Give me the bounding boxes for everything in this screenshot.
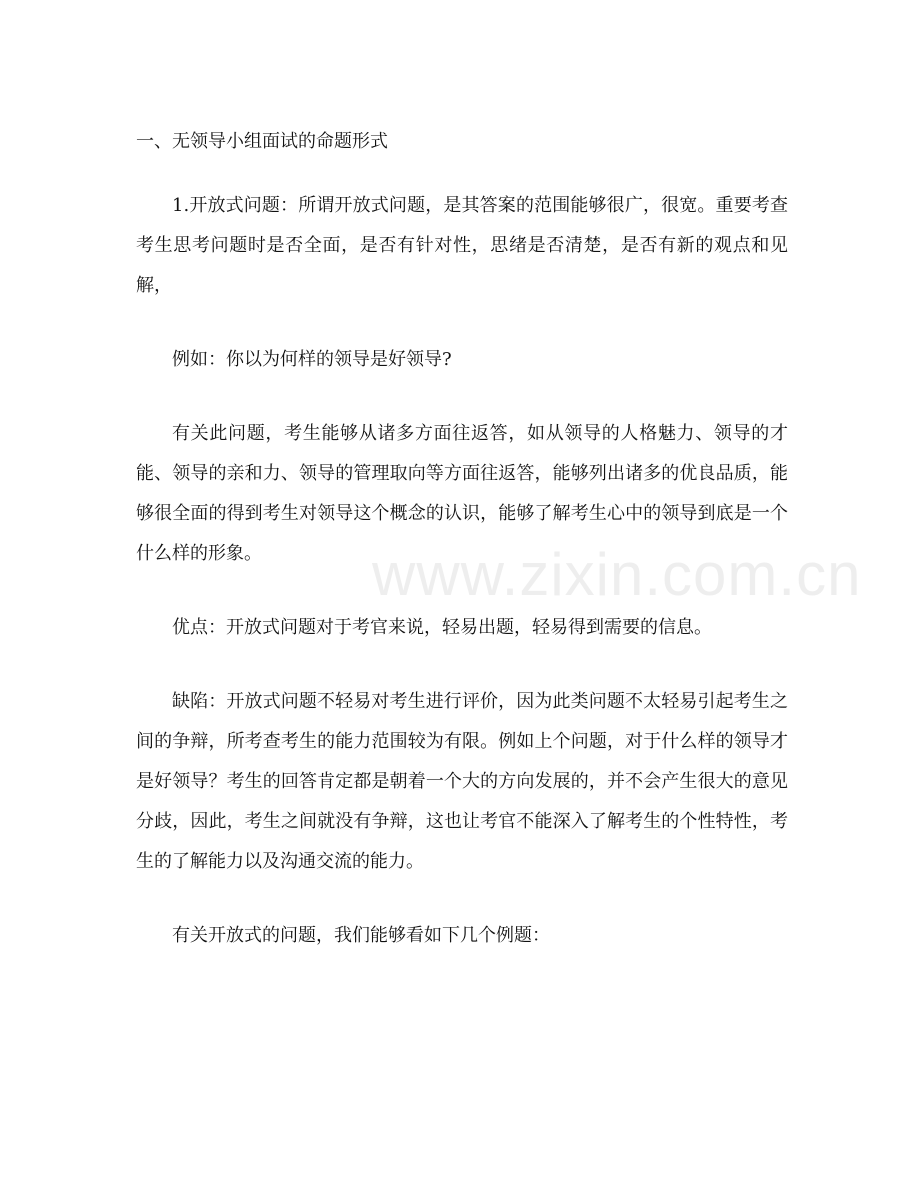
paragraph-advantages: 优点：开放式问题对于考官来说，轻易出题，轻易得到需要的信息。 — [172, 617, 712, 638]
paragraph-open-question-definition: 1.开放式问题：所谓开放式问题，是其答案的范围能够很广，很宽。重要考查考生思考问题时是否全面，是否有针对性，思绪是否清楚，是否有新的观点和见解， — [136, 195, 788, 296]
paragraph-disadvantages: 缺陷：开放式问题不轻易对考生进行评价，因为此类问题不太轻易引起考生之间的争辩，所考查考生的能力范围较为有限。例如上个问题，对于什么样的领导才是好领导？考生的回答肯定都是朝着一个大的方向发展的，并不会产生很大的意见分歧，因此，考生之间就没有争辩，这也让考官不能深入了解考生的个性特性，考生的了解能力以及沟通交流的能力。 — [136, 691, 788, 872]
paragraph-answer-discussion: 有关此问题，考生能够从诸多方面往返答，如从领导的人格魅力、领导的才能、领导的亲和力、领导的管理取向等方面往返答，能够列出诸多的优良品质，能够很全面的得到考生对领导这个概念的认识，能够了解考生心中的领导到底是一个什么样的形象。 — [136, 423, 788, 564]
document-body — [136, 122, 788, 990]
watermark: www.zixin.com.cn — [372, 541, 862, 608]
section-heading: 一、无领导小组面试的命题形式 — [136, 131, 388, 152]
paragraph-example-question: 例如：你以为何样的领导是好领导? — [172, 349, 452, 370]
paragraph-examples-intro: 有关开放式的问题，我们能够看如下几个例题： — [172, 925, 550, 946]
